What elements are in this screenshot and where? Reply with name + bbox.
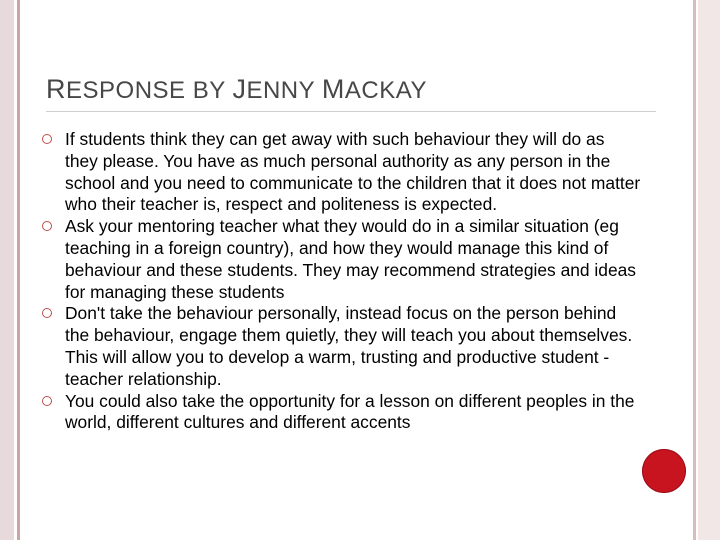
bullet-item — [42, 303, 642, 390]
bullet-item — [42, 391, 642, 435]
bullet-text: Ask your mentoring teacher what they would do in a similar situation (eg teaching in a foreign country), and how they would manage this kind of behaviour and these students. They may recommend strategies and ideas for managing these students — [65, 216, 637, 302]
bullet-item — [42, 129, 642, 216]
right-border-line — [693, 0, 696, 540]
bullet-text: Don't take the behaviour personally, instead focus on the person behind the behaviour, engage them quietly, they will teach you about themselves. This will allow you to develop a warm, trusting and productive student - teacher relationship. — [65, 303, 633, 389]
hollow-circle-bullet-icon — [42, 221, 52, 231]
bullet-text: If students think they can get away with such behaviour they will do as they please. You have as much personal authority as any person in the school and you need to communicate to the children that it does not matter who their teacher is, respect and politeness is expected. — [65, 129, 641, 215]
title-rest: ACKAY — [344, 77, 427, 104]
bullet-list — [42, 129, 642, 434]
slide-title — [46, 74, 427, 105]
hollow-circle-bullet-icon — [42, 134, 52, 144]
title-rest: ENNY — [246, 77, 322, 104]
title-divider — [46, 111, 656, 112]
red-circle-decoration — [642, 449, 686, 493]
left-border-line — [17, 0, 20, 540]
hollow-circle-bullet-icon — [42, 308, 52, 318]
title-cap: M — [321, 74, 345, 104]
bullet-text: You could also take the opportunity for a lesson on different peoples in the world, different cultures and different accents — [65, 390, 635, 433]
right-border-band — [698, 0, 720, 540]
hollow-circle-bullet-icon — [42, 396, 52, 406]
title-cap: J — [232, 74, 247, 104]
title-rest: ESPONSE BY — [66, 77, 233, 104]
bullet-item — [42, 216, 642, 303]
left-border-band — [0, 0, 14, 540]
title-cap: R — [46, 74, 66, 104]
